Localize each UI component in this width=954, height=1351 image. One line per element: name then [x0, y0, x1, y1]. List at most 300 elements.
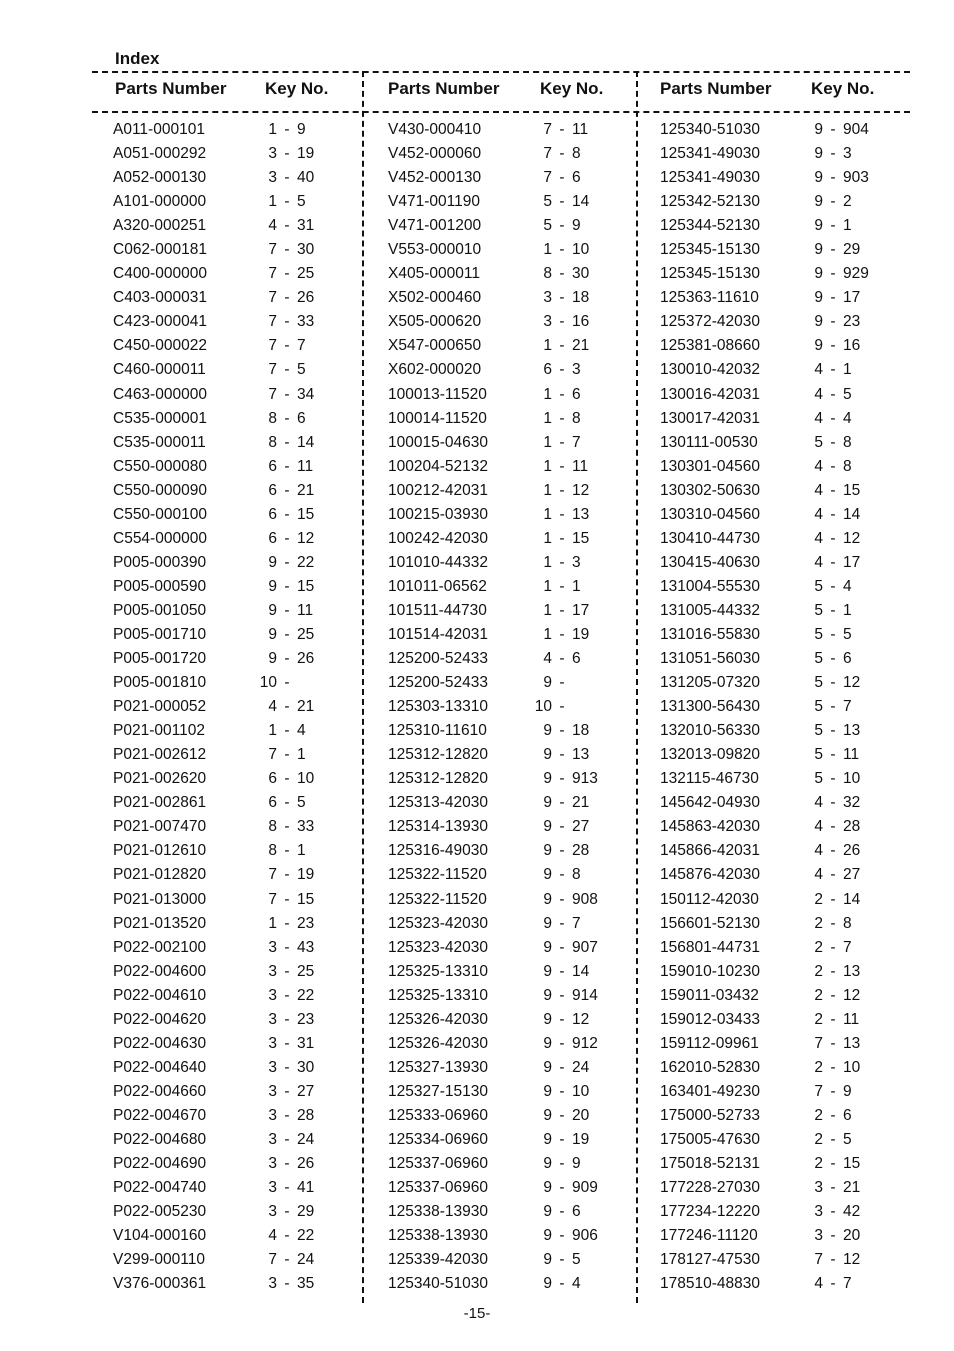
- part-number: 130415-40630: [660, 553, 760, 571]
- key-separator: -: [284, 433, 290, 451]
- key-number: [805, 407, 852, 431]
- key-figure: 6: [268, 529, 277, 547]
- key-figure: 9: [543, 890, 552, 908]
- key-separator: -: [559, 217, 565, 235]
- index-row: [660, 1008, 900, 1032]
- part-number: P022-004630: [113, 1034, 207, 1052]
- part-number: 125323-42030: [388, 914, 488, 932]
- key-figure: 5: [814, 433, 823, 451]
- index-row: [113, 767, 353, 791]
- key-separator: -: [830, 481, 836, 499]
- key-figure: 3: [268, 938, 277, 956]
- index-row: [660, 912, 900, 936]
- column-separator: [362, 71, 364, 1303]
- index-row: [113, 1032, 353, 1056]
- key-figure: 4: [268, 1227, 277, 1245]
- index-row: [113, 912, 353, 936]
- key-figure: 5: [814, 698, 823, 716]
- key-number: [534, 1224, 598, 1248]
- key-figure: 1: [543, 385, 552, 403]
- key-item: 33: [297, 818, 315, 836]
- key-item: 17: [843, 289, 861, 307]
- key-item: 15: [297, 577, 315, 595]
- key-item: 20: [843, 1227, 861, 1245]
- key-separator: -: [284, 121, 290, 138]
- key-item: 25: [297, 265, 315, 283]
- key-item: 26: [297, 289, 315, 307]
- key-number: [805, 767, 860, 791]
- part-number: C550-000090: [113, 481, 207, 499]
- key-separator: -: [284, 1130, 290, 1148]
- index-row: [113, 863, 353, 887]
- key-separator: -: [559, 650, 565, 668]
- key-separator: -: [559, 553, 565, 571]
- key-separator: -: [830, 313, 836, 331]
- key-item: 35: [297, 1275, 315, 1293]
- key-figure: 1: [543, 457, 552, 475]
- key-item: 13: [843, 1034, 861, 1052]
- index-row: [388, 334, 628, 358]
- part-number: 131051-56030: [660, 650, 760, 668]
- key-figure: 3: [268, 962, 277, 980]
- key-item: 33: [297, 313, 315, 331]
- part-number: 125337-06960: [388, 1179, 488, 1197]
- key-number: [805, 1248, 860, 1272]
- key-separator: -: [830, 145, 836, 163]
- key-figure: 5: [814, 577, 823, 595]
- index-row: [113, 1272, 353, 1296]
- key-separator: -: [830, 938, 836, 956]
- index-row: [660, 238, 900, 262]
- key-figure: 1: [543, 625, 552, 643]
- key-number: [534, 671, 572, 695]
- key-number: [805, 671, 860, 695]
- key-item: 909: [572, 1179, 598, 1197]
- part-number: V452-000060: [388, 145, 482, 163]
- index-row: [113, 286, 353, 310]
- key-figure: 6: [268, 794, 277, 812]
- key-figure: 3: [268, 1130, 277, 1148]
- part-number: X405-000011: [388, 265, 480, 283]
- index-row: [660, 1056, 900, 1080]
- key-item: 15: [297, 505, 315, 523]
- key-number: [534, 310, 589, 334]
- col3-parts-number-header: Parts Number: [660, 79, 772, 98]
- key-separator: -: [559, 409, 565, 427]
- key-item: 19: [297, 145, 315, 163]
- key-figure: 3: [268, 1203, 277, 1221]
- index-row: [113, 431, 353, 455]
- key-figure: 9: [543, 770, 552, 788]
- part-number: C550-000100: [113, 505, 207, 523]
- key-number: [534, 214, 581, 238]
- key-number: [534, 791, 589, 815]
- index-row: [660, 863, 900, 887]
- key-figure: 2: [814, 1058, 823, 1076]
- part-number: P005-001050: [113, 601, 207, 619]
- key-number: [805, 936, 852, 960]
- part-number: 125200-52433: [388, 650, 488, 668]
- index-row: [660, 455, 900, 479]
- key-separator: -: [830, 505, 836, 523]
- key-number: [259, 479, 314, 503]
- part-number: 125342-52130: [660, 193, 760, 211]
- key-item: 4: [297, 722, 306, 740]
- key-number: [534, 695, 572, 719]
- key-number: [534, 1176, 598, 1200]
- key-figure: 7: [814, 1251, 823, 1269]
- key-figure: 7: [814, 1034, 823, 1052]
- key-item: 5: [297, 193, 306, 211]
- key-number: [805, 599, 852, 623]
- key-number: [805, 1104, 852, 1128]
- key-separator: -: [284, 577, 290, 595]
- key-separator: -: [559, 914, 565, 932]
- key-separator: -: [830, 698, 836, 716]
- key-item: 13: [843, 722, 861, 740]
- key-figure: 9: [543, 746, 552, 764]
- part-number: P021-007470: [113, 818, 207, 836]
- key-item: 5: [297, 361, 306, 379]
- part-number: X505-000620: [388, 313, 482, 331]
- index-row: [388, 1080, 628, 1104]
- key-separator: -: [559, 1251, 565, 1269]
- key-item: 30: [297, 241, 315, 259]
- key-separator: -: [559, 794, 565, 812]
- key-item: 13: [572, 746, 590, 764]
- key-number: [259, 815, 314, 839]
- index-row: [388, 142, 628, 166]
- key-separator: -: [284, 337, 290, 355]
- index-row: [660, 383, 900, 407]
- index-row: [660, 575, 900, 599]
- index-row: [660, 142, 900, 166]
- key-item: 10: [843, 1058, 861, 1076]
- key-separator: -: [284, 866, 290, 884]
- part-number: 130310-04560: [660, 505, 760, 523]
- parts-column-2: [388, 118, 628, 1296]
- part-number: 130111-00530: [660, 433, 758, 451]
- key-separator: -: [284, 746, 290, 764]
- key-figure: 4: [814, 553, 823, 571]
- part-number: 125314-13930: [388, 818, 488, 836]
- index-row: [113, 383, 353, 407]
- key-item: 7: [843, 1275, 852, 1293]
- key-item: 12: [843, 529, 861, 547]
- index-row: [388, 1224, 628, 1248]
- key-item: 16: [843, 337, 861, 355]
- index-row: [113, 358, 353, 382]
- key-separator: -: [284, 505, 290, 523]
- key-number: [534, 599, 589, 623]
- index-row: [388, 527, 628, 551]
- key-number: [805, 334, 860, 358]
- key-number: [534, 407, 581, 431]
- key-separator: -: [284, 1010, 290, 1028]
- key-item: 2: [843, 193, 852, 211]
- key-item: 14: [572, 962, 590, 980]
- key-figure: 3: [814, 1203, 823, 1221]
- key-separator: -: [830, 553, 836, 571]
- part-number: V104-000160: [113, 1227, 207, 1245]
- page-number: -15-: [463, 1305, 491, 1322]
- key-separator: -: [559, 890, 565, 908]
- part-number: 177234-12220: [660, 1203, 760, 1221]
- key-number: [259, 1200, 314, 1224]
- key-number: [259, 358, 306, 382]
- key-separator: -: [284, 193, 290, 211]
- part-number: P022-004680: [113, 1130, 207, 1148]
- key-number: [259, 719, 306, 743]
- key-number: [259, 551, 314, 575]
- key-number: [805, 455, 852, 479]
- key-figure: 1: [543, 577, 552, 595]
- part-number: P022-004600: [113, 962, 207, 980]
- key-number: [805, 791, 860, 815]
- key-separator: -: [284, 289, 290, 307]
- part-number: 125340-51030: [660, 121, 760, 138]
- index-row: [660, 791, 900, 815]
- part-number: 125339-42030: [388, 1251, 488, 1269]
- part-number: P022-004610: [113, 986, 207, 1004]
- part-number: 125327-15130: [388, 1082, 488, 1100]
- key-separator: -: [284, 481, 290, 499]
- index-row: [388, 118, 628, 142]
- key-separator: -: [284, 818, 290, 836]
- part-number: P021-001102: [113, 722, 205, 740]
- index-row: [388, 358, 628, 382]
- key-separator: -: [830, 121, 836, 138]
- key-number: [259, 407, 306, 431]
- key-number: [534, 623, 589, 647]
- index-row: [388, 743, 628, 767]
- key-number: [259, 743, 306, 767]
- parts-column-3: [660, 118, 900, 1296]
- key-figure: 9: [543, 1227, 552, 1245]
- index-row: [660, 936, 900, 960]
- key-number: [534, 767, 598, 791]
- index-row: [113, 503, 353, 527]
- index-row: [388, 190, 628, 214]
- key-figure: 9: [543, 1010, 552, 1028]
- key-separator: -: [830, 866, 836, 884]
- index-row: [113, 455, 353, 479]
- key-item: 15: [843, 1155, 861, 1173]
- key-separator: -: [284, 962, 290, 980]
- part-number: 125323-42030: [388, 938, 488, 956]
- key-item: 11: [572, 121, 589, 138]
- key-figure: 2: [814, 914, 823, 932]
- key-item: 21: [572, 794, 590, 812]
- part-number: A101-000000: [113, 193, 207, 211]
- index-row: [660, 214, 900, 238]
- key-number: [805, 551, 860, 575]
- part-number: 125334-06960: [388, 1130, 488, 1148]
- part-number: 100013-11520: [388, 385, 487, 403]
- key-item: 21: [572, 337, 590, 355]
- key-figure: 9: [543, 962, 552, 980]
- key-item: 11: [843, 746, 860, 764]
- column-separator: [636, 71, 638, 1303]
- key-number: [259, 599, 313, 623]
- key-item: 9: [572, 217, 581, 235]
- key-figure: 9: [543, 1179, 552, 1197]
- part-number: 100204-52132: [388, 457, 488, 475]
- key-separator: -: [830, 457, 836, 475]
- key-number: [534, 262, 589, 286]
- key-number: [259, 1176, 314, 1200]
- index-row: [113, 936, 353, 960]
- key-number: [259, 1224, 314, 1248]
- part-number: 145863-42030: [660, 818, 760, 836]
- key-separator: -: [559, 746, 565, 764]
- key-figure: 9: [543, 866, 552, 884]
- index-row: [388, 623, 628, 647]
- part-number: C535-000001: [113, 409, 207, 427]
- index-row: [113, 815, 353, 839]
- key-number: [259, 190, 306, 214]
- key-number: [805, 575, 852, 599]
- part-number: 130016-42031: [660, 385, 760, 403]
- key-separator: -: [284, 1251, 290, 1269]
- key-figure: 4: [814, 505, 823, 523]
- part-number: 100215-03930: [388, 505, 488, 523]
- index-row: [660, 1176, 900, 1200]
- index-row: [660, 695, 900, 719]
- index-row: [388, 1008, 628, 1032]
- key-figure: 4: [814, 385, 823, 403]
- part-number: P021-012610: [113, 842, 207, 860]
- key-separator: -: [284, 722, 290, 740]
- key-separator: -: [559, 193, 565, 211]
- key-number: [259, 262, 314, 286]
- key-number: [534, 142, 581, 166]
- index-row: [388, 214, 628, 238]
- key-figure: 7: [268, 1251, 277, 1269]
- key-item: 15: [843, 481, 861, 499]
- key-item: 8: [572, 409, 581, 427]
- key-item: 19: [297, 866, 315, 884]
- index-row: [113, 238, 353, 262]
- key-number: [534, 743, 589, 767]
- key-item: 17: [572, 601, 590, 619]
- index-row: [113, 960, 353, 984]
- key-item: 28: [297, 1106, 315, 1124]
- key-figure: 6: [268, 481, 277, 499]
- key-figure: 3: [543, 289, 552, 307]
- index-row: [113, 1152, 353, 1176]
- key-number: [259, 1272, 314, 1296]
- key-separator: -: [830, 265, 836, 283]
- key-item: 6: [572, 650, 581, 668]
- index-row: [113, 888, 353, 912]
- col2-key-no-header: Key No.: [540, 79, 604, 98]
- key-number: [805, 1008, 859, 1032]
- key-figure: 1: [543, 505, 552, 523]
- key-separator: -: [830, 986, 836, 1004]
- key-figure: 9: [543, 1106, 552, 1124]
- key-figure: 7: [268, 746, 277, 764]
- key-separator: -: [559, 481, 565, 499]
- key-number: [534, 719, 589, 743]
- key-separator: -: [559, 313, 565, 331]
- key-number: [805, 623, 852, 647]
- index-row: [660, 839, 900, 863]
- key-separator: -: [830, 1275, 836, 1293]
- key-separator: -: [559, 1058, 565, 1076]
- key-separator: -: [830, 842, 836, 860]
- key-figure: 9: [814, 337, 823, 355]
- part-number: P021-013000: [113, 890, 207, 908]
- key-separator: -: [830, 794, 836, 812]
- key-number: [534, 960, 589, 984]
- key-number: [805, 238, 860, 262]
- key-separator: -: [830, 746, 836, 764]
- index-row: [660, 599, 900, 623]
- key-figure: 5: [814, 722, 823, 740]
- key-item: 9: [843, 1082, 852, 1100]
- key-separator: -: [830, 914, 836, 932]
- index-row: [388, 1032, 628, 1056]
- key-number: [805, 984, 860, 1008]
- key-item: 32: [843, 794, 861, 812]
- part-number: 145876-42030: [660, 866, 760, 884]
- key-separator: -: [830, 289, 836, 307]
- key-item: 31: [297, 217, 315, 235]
- key-figure: 7: [268, 385, 277, 403]
- key-separator: -: [284, 361, 290, 379]
- key-separator: -: [830, 1251, 836, 1269]
- key-figure: 3: [814, 1179, 823, 1197]
- key-number: [259, 238, 314, 262]
- key-item: 914: [572, 986, 598, 1004]
- key-figure: 5: [543, 217, 552, 235]
- key-item: 3: [572, 553, 581, 571]
- key-item: 8: [843, 433, 852, 451]
- key-number: [534, 863, 581, 887]
- key-separator: -: [284, 625, 290, 643]
- index-row: [660, 479, 900, 503]
- index-row: [113, 1056, 353, 1080]
- key-separator: -: [559, 1203, 565, 1221]
- part-number: 125326-42030: [388, 1034, 488, 1052]
- index-row: [113, 719, 353, 743]
- part-number: V452-000130: [388, 169, 482, 187]
- key-separator: -: [559, 1179, 565, 1197]
- key-separator: -: [559, 169, 565, 187]
- key-separator: -: [284, 217, 290, 235]
- index-row: [660, 118, 900, 142]
- key-separator: -: [830, 818, 836, 836]
- key-figure: 7: [543, 121, 552, 138]
- key-number: [534, 527, 589, 551]
- part-number: 150112-42030: [660, 890, 759, 908]
- key-figure: 3: [268, 1155, 277, 1173]
- key-item: 903: [843, 169, 869, 187]
- key-item: 13: [572, 505, 590, 523]
- key-figure: 4: [268, 217, 277, 235]
- part-number: 159012-03433: [660, 1010, 760, 1028]
- key-figure: 9: [543, 1203, 552, 1221]
- part-number: P005-001720: [113, 650, 207, 668]
- key-separator: -: [284, 145, 290, 163]
- part-number: 125326-42030: [388, 1010, 488, 1028]
- part-number: 175005-47630: [660, 1130, 760, 1148]
- key-separator: -: [284, 674, 290, 692]
- key-separator: -: [284, 265, 290, 283]
- key-figure: 5: [814, 625, 823, 643]
- key-item: 10: [572, 1082, 590, 1100]
